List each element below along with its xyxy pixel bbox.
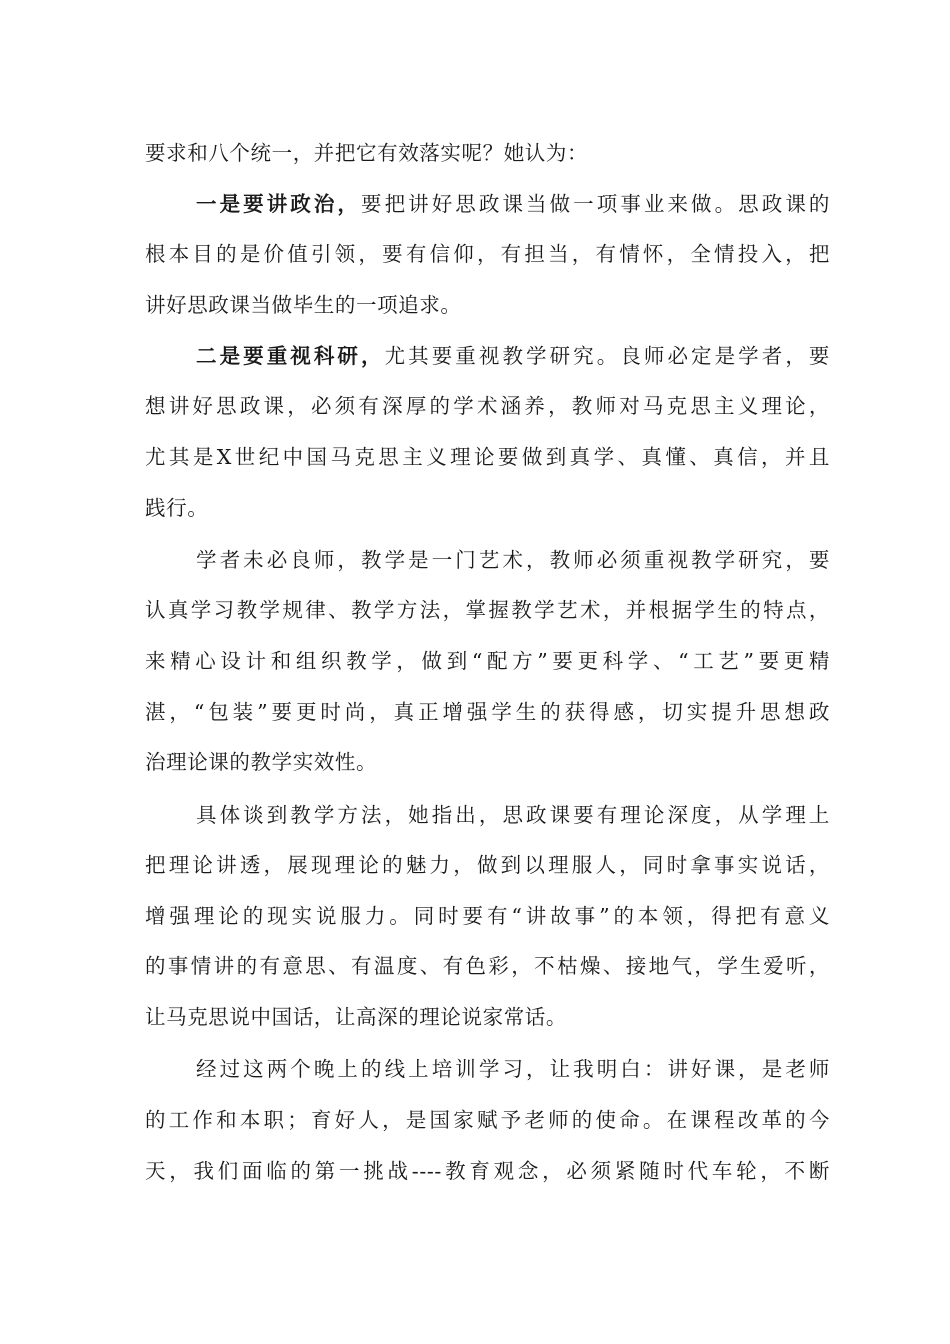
text-line: 治理论课的教学实效性。 [145,750,378,774]
text-line: 要求和八个统一，并把它有效落实呢？她认为： [145,141,589,165]
text-line: 讲好思政课当做毕生的一项追求。 [145,293,462,317]
text-line: 经过这两个晚上的线上培训学习，让我明白：讲好课，是老师 [196,1057,830,1081]
text-line: 让马克思说中国话，让高深的理论说家常话。 [145,1005,567,1029]
text-line: 具体谈到教学方法，她指出，思政课要有理论深度，从学理上 [196,803,830,827]
text-line: 认真学习教学规律、教学方法，掌握教学艺术，并根据学生的特点， [145,598,830,622]
text-line: 湛，“包装”要更时尚，真正增强学生的获得感，切实提升思想政 [145,700,830,724]
text-line: 的事情讲的有意思、有温度、有色彩，不枯燥、接地气，学生爱听， [145,954,830,978]
text-line: 的工作和本职；育好人，是国家赋予老师的使命。在课程改革的今 [145,1108,830,1132]
text-line: 践行。 [145,496,209,520]
text-line: 增强理论的现实说服力。同时要有“讲故事”的本领，得把有意义 [145,904,830,928]
text-run: 要把讲好思政课当做一项事业来做。思政课的 [361,192,831,216]
text-line: 学者未必良师，教学是一门艺术，教师必须重视教学研究，要 [196,548,830,572]
text-line: 根本目的是价值引领，要有信仰，有担当，有情怀，全情投入，把 [145,242,830,266]
text-line [196,190,830,218]
text-line: 想讲好思政课，必须有深厚的学术涵养，教师对马克思主义理论， [145,394,830,418]
text-line: 尤其是X世纪中国马克思主义理论要做到真学、真懂、真信，并且 [145,445,830,469]
text-line: 来精心设计和组织教学，做到“配方”要更科学、“工艺”要更精 [145,649,830,673]
text-line [196,342,830,370]
bold-lead: 二是要重视科研， [196,344,385,368]
text-line: 把理论讲透，展现理论的魅力，做到以理服人，同时拿事实说话， [145,853,830,877]
bold-lead: 一是要讲政治， [196,192,362,216]
text-line: 天，我们面临的第一挑战----教育观念，必须紧随时代车轮，不断 [145,1159,830,1183]
text-run: 尤其要重视教学研究。良师必定是学者，要 [384,344,830,368]
